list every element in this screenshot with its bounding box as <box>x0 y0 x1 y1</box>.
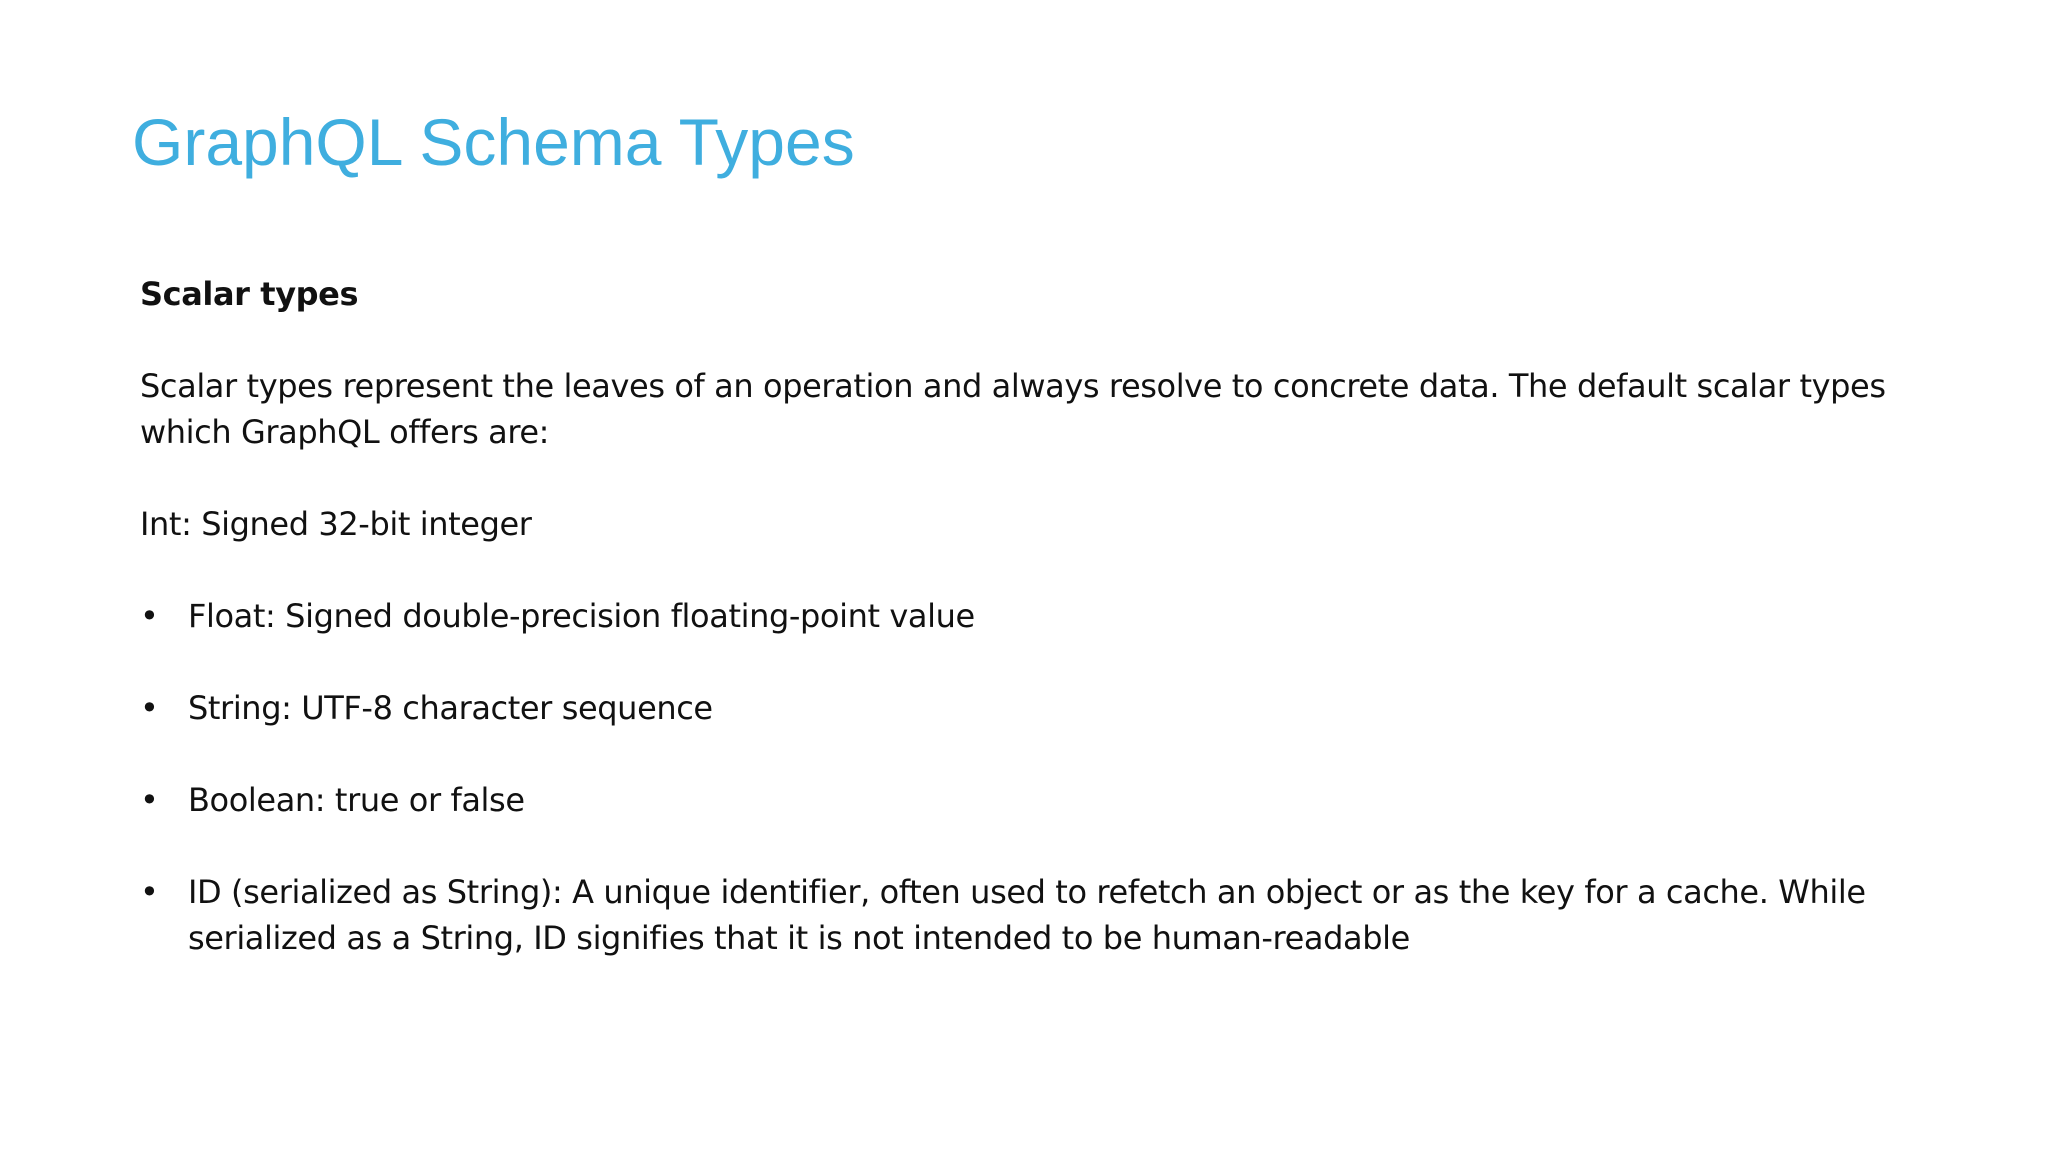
list-item <box>140 777 1900 823</box>
bullet-icon: • <box>140 873 159 911</box>
list-item-text: Float: Signed double-precision floating-point value <box>188 597 975 635</box>
scalar-type-list <box>140 593 1900 961</box>
slide-body <box>140 271 1900 961</box>
slide-title: GraphQL Schema Types <box>132 105 855 179</box>
list-item <box>140 593 1900 639</box>
int-type-line: Int: Signed 32-bit integer <box>140 505 532 543</box>
intro-paragraph: Scalar types represent the leaves of an operation and always resolve to concrete data. The default scalar types which GraphQL offers are: <box>140 367 1886 451</box>
list-item-text: String: UTF-8 character sequence <box>188 689 713 727</box>
section-heading: Scalar types <box>140 275 359 313</box>
bullet-icon: • <box>140 597 159 635</box>
bullet-icon: • <box>140 781 159 819</box>
list-item-text: ID (serialized as String): A unique identifier, often used to refetch an object or as the key for a cache. While serialized as a String, ID signifies that it is not intended to be human-readable <box>188 873 1866 957</box>
list-item <box>140 869 1900 961</box>
list-item <box>140 685 1900 731</box>
list-item-text: Boolean: true or false <box>188 781 525 819</box>
bullet-icon: • <box>140 689 159 727</box>
